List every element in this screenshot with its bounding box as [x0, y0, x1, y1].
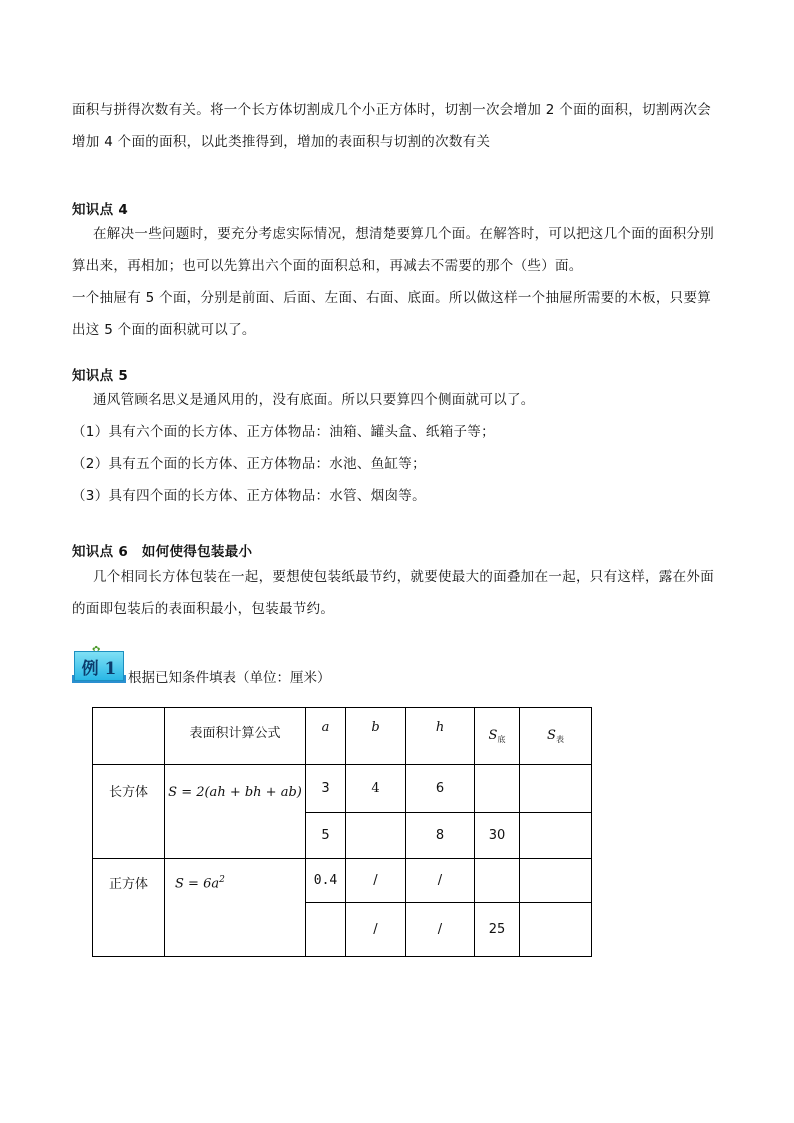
k5-item-1: （1）具有六个面的长方体、正方体物品：油箱、罐头盒、纸箱子等； — [72, 424, 495, 440]
cuboid-r1-b: 4 — [346, 765, 406, 813]
header-formula: 表面积计算公式 — [165, 708, 306, 765]
k4-heading: 知识点 4 — [72, 202, 129, 218]
k4-line-3: 一个抽屉有 5 个面，分别是前面、后面、左面、右面、底面。所以做这样一个抽屉所需要的木板，只要算 — [72, 290, 712, 306]
example-badge-label: 例 1 — [74, 651, 124, 681]
s-base-symbol: S — [488, 727, 498, 743]
k6-line-2: 的面即包装后的表面积最小，包装最节约。 — [72, 601, 335, 617]
k4-line-2: 算出来，再相加；也可以先算出六个面的面积总和，再减去不需要的那个（些）面。 — [72, 258, 583, 274]
cube-r1-s-total — [520, 859, 592, 903]
cuboid-r2-a: 5 — [306, 813, 346, 859]
cube-r2-b: / — [346, 903, 406, 957]
cuboid-r1-s-total — [520, 765, 592, 813]
cuboid-r2-s-base: 30 — [475, 813, 520, 859]
cuboid-r1-s-base — [475, 765, 520, 813]
cube-formula — [165, 859, 306, 957]
cube-r1-b: / — [346, 859, 406, 903]
cube-r1-h: / — [406, 859, 475, 903]
cuboid-r1-h: 6 — [406, 765, 475, 813]
k6-line-1: 几个相同长方体包装在一起，要想使包装纸最节约，就要使最大的面叠加在一起，只有这样，露在外面 — [93, 569, 714, 585]
k5-line-1: 通风管顾名思义是通风用的，没有底面。所以只要算四个侧面就可以了。 — [93, 392, 535, 408]
cube-r1-s-base — [475, 859, 520, 903]
intro-line-1: 面积与拼得次数有关。将一个长方体切割成几个小正方体时，切割一次会增加 2 个面的面积，切割两次会 — [72, 102, 712, 118]
cuboid-formula: S = 2(ah + bh + ab) — [165, 765, 306, 859]
s-total-subscript: 表 — [555, 735, 564, 744]
k5-heading: 知识点 5 — [72, 368, 129, 384]
cube-r1-a: 0.4 — [306, 859, 346, 903]
k5-item-3: （3）具有四个面的长方体、正方体物品：水管、烟囱等。 — [72, 488, 426, 504]
cuboid-r2-s-total — [520, 813, 592, 859]
k4-line-4: 出这 5 个面的面积就可以了。 — [72, 322, 256, 338]
header-a: a — [306, 708, 346, 765]
corner-cell — [93, 708, 165, 765]
table-header-row — [93, 708, 592, 765]
k4-line-1: 在解决一些问题时，要充分考虑实际情况，想清楚要算几个面。在解答时，可以把这几个面的面积分别 — [93, 226, 714, 242]
cube-formula-base: S = 6a — [175, 876, 220, 892]
cube-r2-a — [306, 903, 346, 957]
cuboid-label: 长方体 — [93, 765, 165, 859]
cube-label: 正方体 — [93, 859, 165, 957]
cuboid-row-1 — [93, 765, 592, 813]
surface-area-table — [92, 707, 592, 957]
cube-formula-exponent: 2 — [219, 875, 225, 885]
k6-heading: 知识点 6 如何使得包装最小 — [72, 544, 253, 560]
cuboid-r2-b — [346, 813, 406, 859]
example-caption: 根据已知条件填表（单位：厘米） — [128, 670, 331, 686]
cube-r2-h: / — [406, 903, 475, 957]
cube-row-1 — [93, 859, 592, 903]
intro-line-2: 增加 4 个面的面积，以此类推得到，增加的表面积与切割的次数有关 — [72, 134, 491, 150]
cube-r2-s-base: 25 — [475, 903, 520, 957]
cube-r2-s-total — [520, 903, 592, 957]
header-h: h — [406, 708, 475, 765]
header-s-total — [520, 708, 592, 765]
example-badge — [72, 649, 126, 683]
s-base-subscript: 底 — [497, 734, 506, 744]
header-s-base — [475, 708, 520, 765]
cuboid-r2-h: 8 — [406, 813, 475, 859]
k5-item-2: （2）具有五个面的长方体、正方体物品：水池、鱼缸等； — [72, 456, 426, 472]
s-total-symbol: S — [547, 728, 556, 743]
header-b: b — [346, 708, 406, 765]
cuboid-r1-a: 3 — [306, 765, 346, 813]
